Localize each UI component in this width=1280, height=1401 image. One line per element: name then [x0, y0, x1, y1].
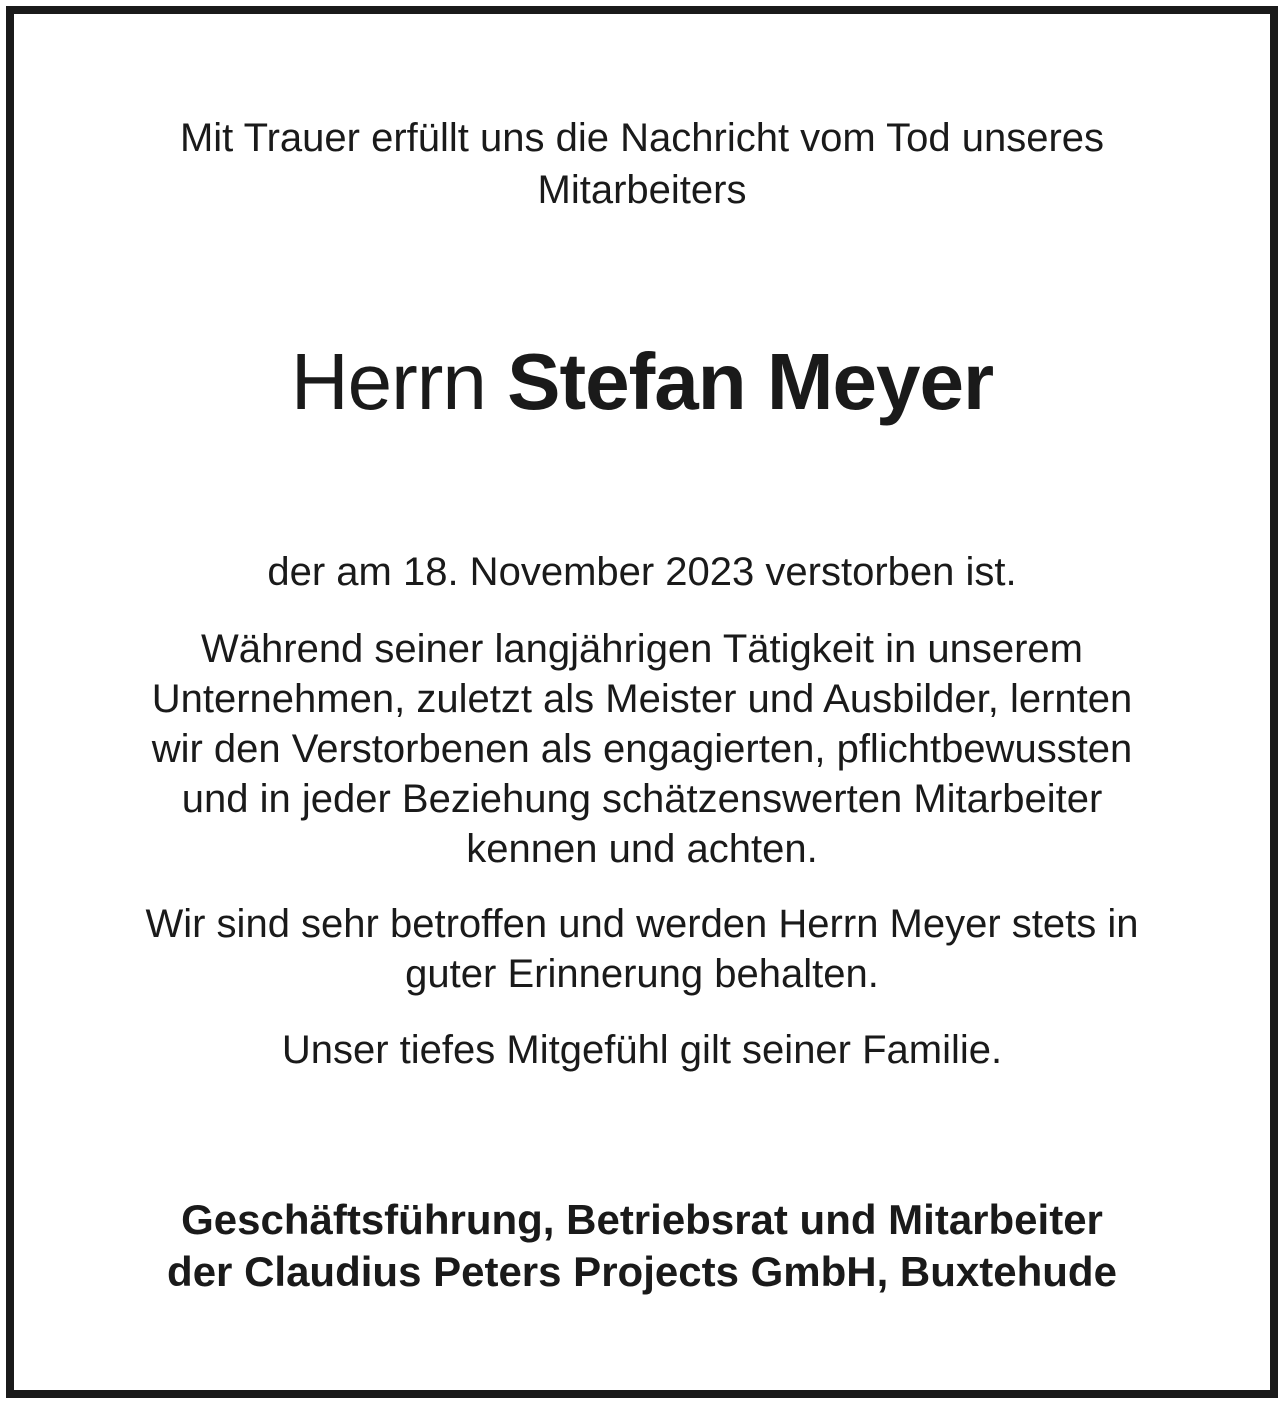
condolence-line: Unser tiefes Mitgefühl gilt seiner Familie. [281, 1028, 1003, 1072]
death-date-line: der am 18. November 2023 verstorben ist. [267, 550, 1017, 594]
tribute-line: und in jeder Beziehung schätzenswerten Mitarbeiter [181, 777, 1103, 821]
deceased-name-heading [14, 332, 1270, 432]
obituary-notice-frame [6, 6, 1278, 1398]
intro-line-2: Mitarbeiters [537, 168, 747, 212]
tribute-line: kennen und achten. [466, 827, 818, 871]
signature-line-1: Geschäftsführung, Betriebsrat und Mitarbeiter [181, 1196, 1103, 1243]
remembrance-line: guter Erinnerung behalten. [405, 952, 879, 996]
signature-line-2: der Claudius Peters Projects GmbH, Buxtehude [167, 1248, 1117, 1295]
deceased-name: Stefan Meyer [507, 337, 994, 426]
tribute-line: Unternehmen, zuletzt als Meister und Ausbilder, lernten [151, 677, 1133, 721]
name-prefix: Herrn [290, 337, 486, 426]
remembrance-line: Wir sind sehr betroffen und werden Herrn Meyer stets in [145, 902, 1139, 946]
intro-line-1: Mit Trauer erfüllt uns die Nachricht vom Tod unseres [179, 116, 1105, 160]
tribute-line: Während seiner langjährigen Tätigkeit in unserem [201, 627, 1083, 671]
tribute-line: wir den Verstorbenen als engagierten, pflichtbewussten [151, 727, 1133, 771]
